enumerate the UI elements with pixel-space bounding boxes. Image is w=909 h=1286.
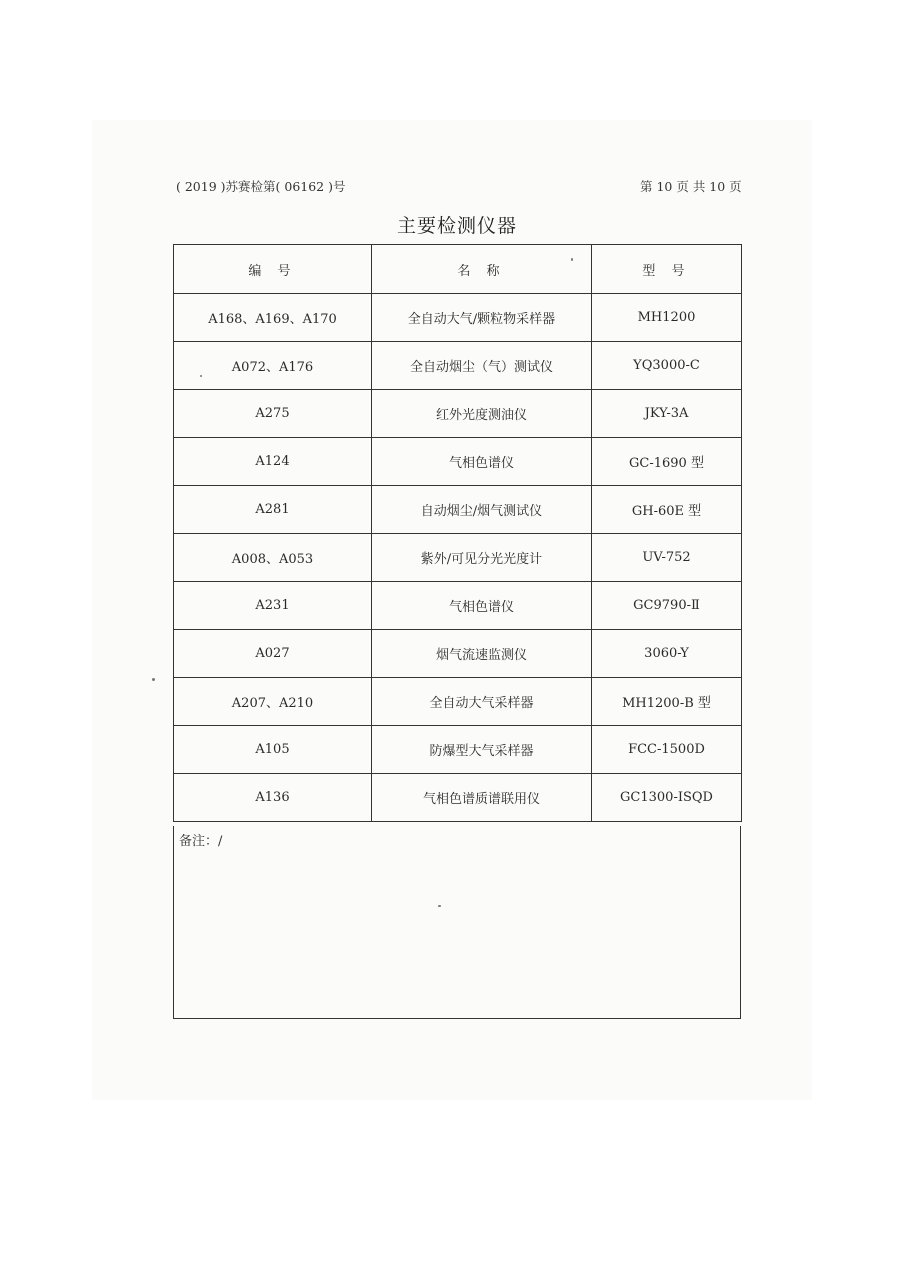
cell-id: A027	[174, 630, 372, 678]
cell-model: 3060-Y	[592, 630, 742, 678]
cell-id: A072、A176	[174, 342, 372, 390]
cell-id: A168、A169、A170	[174, 294, 372, 342]
cell-id: A008、A053	[174, 534, 372, 582]
cell-model: MH1200	[592, 294, 742, 342]
cell-model: GH-60E 型	[592, 486, 742, 534]
cell-model: FCC-1500D	[592, 726, 742, 774]
cell-name: 全自动烟尘（气）测试仪	[372, 342, 592, 390]
cell-id: A231	[174, 582, 372, 630]
table-row	[174, 438, 742, 486]
cell-id: A136	[174, 774, 372, 822]
cell-model: MH1200-B 型	[592, 678, 742, 726]
remark-box	[173, 826, 741, 1019]
cell-id: A207、A210	[174, 678, 372, 726]
cell-model: GC9790-Ⅱ	[592, 582, 742, 630]
column-header-model: 型 号	[592, 245, 742, 294]
column-header-id: 编 号	[174, 245, 372, 294]
cell-name: 气相色谱仪	[372, 438, 592, 486]
cell-model: UV-752	[592, 534, 742, 582]
page-title: 主要检测仪器	[396, 215, 517, 237]
table-row	[174, 774, 742, 822]
cell-id: A281	[174, 486, 372, 534]
scan-speck	[438, 905, 441, 907]
table-header-row	[174, 245, 742, 294]
cell-name: 气相色谱仪	[372, 582, 592, 630]
table-row	[174, 342, 742, 390]
table-row	[174, 630, 742, 678]
cell-id: A105	[174, 726, 372, 774]
cell-name: 烟气流速监测仪	[372, 630, 592, 678]
cell-id: A124	[174, 438, 372, 486]
page-indicator: 第 10 页 共 10 页	[640, 179, 742, 194]
table-row	[174, 726, 742, 774]
cell-model: JKY-3A	[592, 390, 742, 438]
cell-name: 全自动大气采样器	[372, 678, 592, 726]
cell-model: GC-1690 型	[592, 438, 742, 486]
cell-name: 紫外/可见分光光度计	[372, 534, 592, 582]
scan-speck	[152, 678, 155, 681]
remark-text: 备注：/	[179, 834, 223, 849]
instrument-table	[173, 244, 742, 822]
cell-name: 自动烟尘/烟气测试仪	[372, 486, 592, 534]
cell-name: 全自动大气/颗粒物采样器	[372, 294, 592, 342]
cell-model: GC1300-ISQD	[592, 774, 742, 822]
scan-speck	[200, 375, 202, 377]
cell-id: A275	[174, 390, 372, 438]
cell-name: 防爆型大气采样器	[372, 726, 592, 774]
scan-speck	[571, 258, 573, 261]
table-row	[174, 294, 742, 342]
table-row	[174, 390, 742, 438]
table-row	[174, 678, 742, 726]
column-header-name: 名 称	[372, 245, 592, 294]
report-number: ( 2019 )苏赛检第( 06162 )号	[176, 179, 346, 194]
table-row	[174, 582, 742, 630]
cell-name: 气相色谱质谱联用仪	[372, 774, 592, 822]
table-row	[174, 486, 742, 534]
cell-model: YQ3000-C	[592, 342, 742, 390]
table-row	[174, 534, 742, 582]
cell-name: 红外光度测油仪	[372, 390, 592, 438]
